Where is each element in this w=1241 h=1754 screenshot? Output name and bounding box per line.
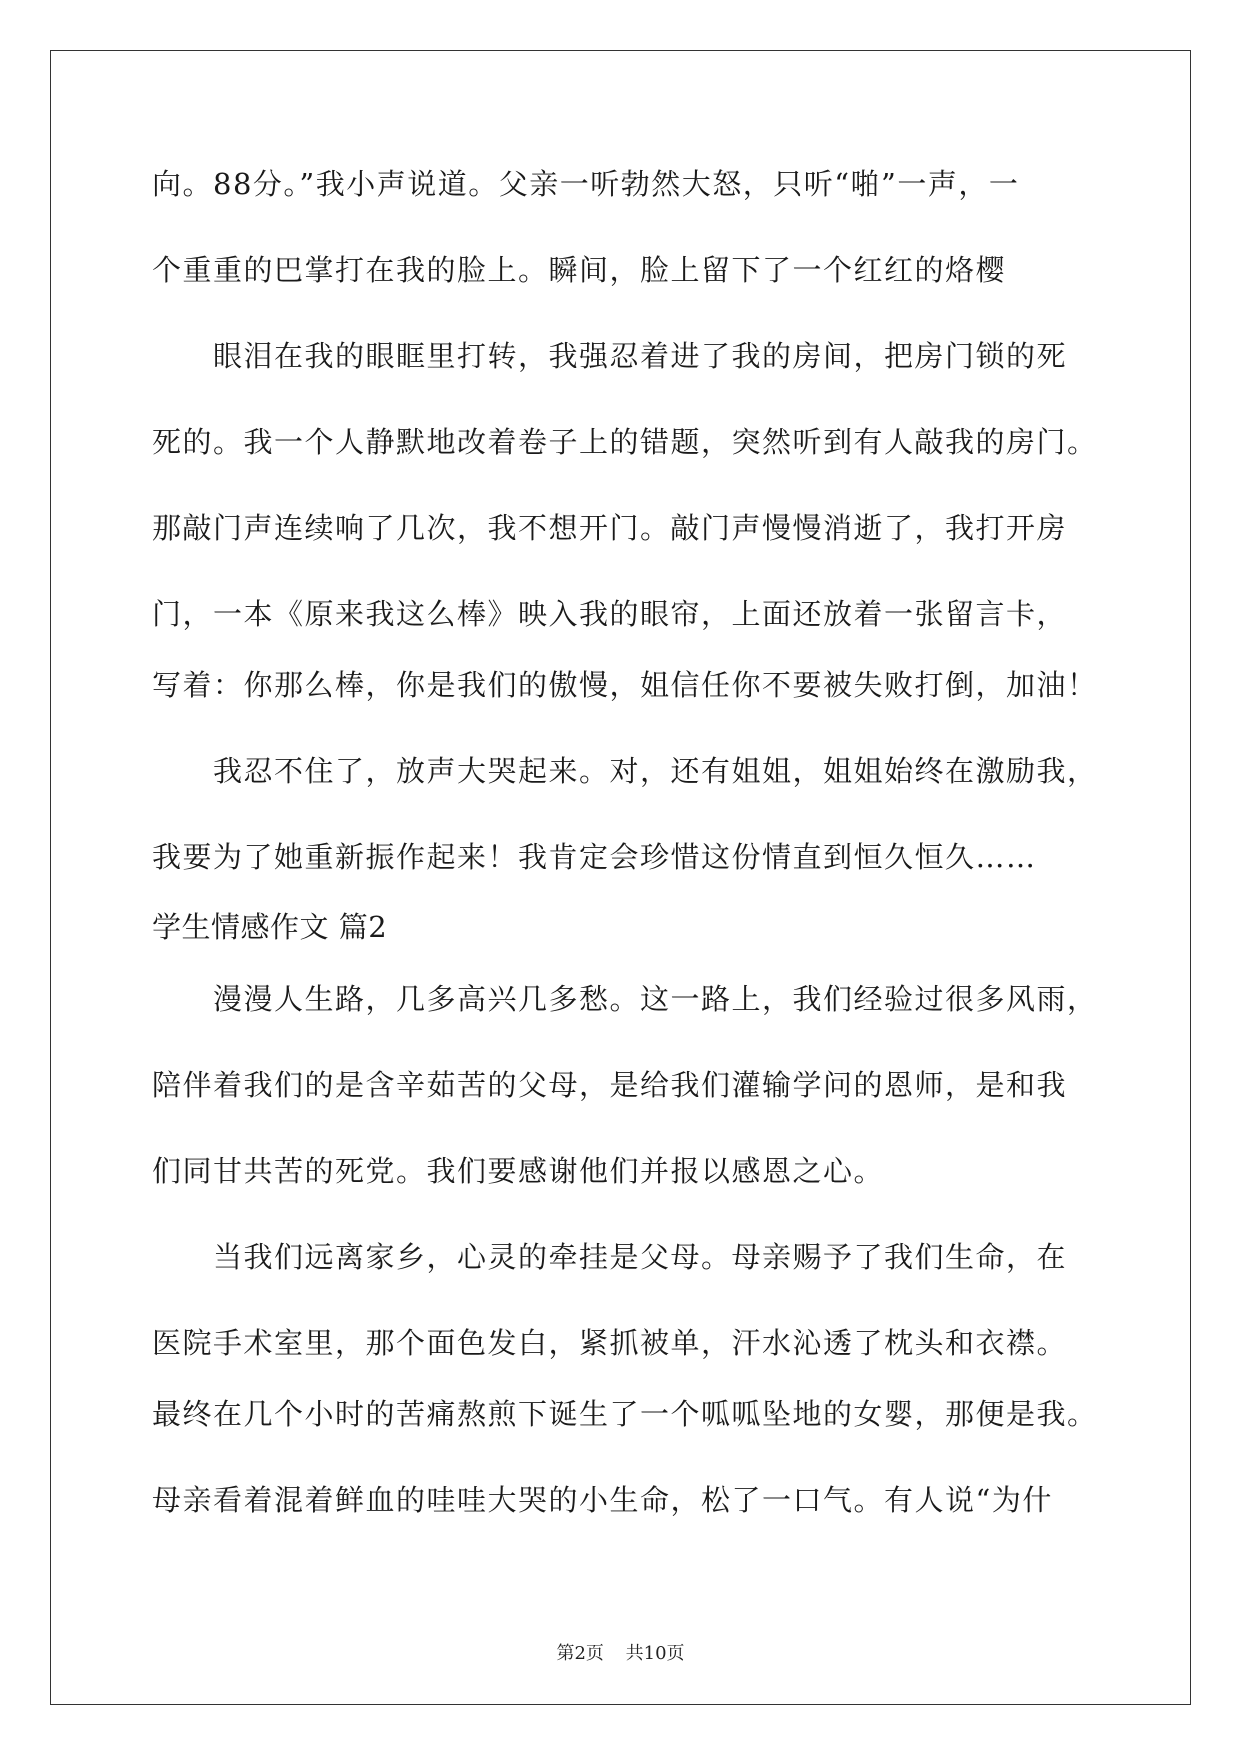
text-line: 死的。我一个人静默地改着卷子上的错题，突然听到有人敲我的房门。 <box>152 425 1098 459</box>
text-line: 当我们远离家乡，心灵的牵挂是父母。母亲赐予了我们生命，在 <box>152 1240 1068 1274</box>
text-line: 陪伴着我们的是含辛茹苦的父母，是给我们灌输学问的恩师，是和我 <box>152 1068 1068 1102</box>
text-line: 漫漫人生路，几多高兴几多愁。这一路上，我们经验过很多风雨， <box>152 982 1098 1016</box>
text-line: 我忍不住了，放声大哭起来。对，还有姐姐，姐姐始终在激励我， <box>152 754 1098 788</box>
text-line: 那敲门声连续响了几次，我不想开门。敲门声慢慢消逝了，我打开房 <box>152 511 1068 545</box>
text-line: 母亲看着混着鲜血的哇哇大哭的小生命，松了一口气。有人说“为什 <box>152 1483 1053 1517</box>
text-line: 医院手术室里，那个面色发白，紧抓被单，汗水沁透了枕头和衣襟。 <box>152 1326 1068 1360</box>
text-line: 写着：你那么棒，你是我们的傲慢，姐信任你不要被失败打倒，加油！ <box>152 668 1098 702</box>
page-number: 第2页 <box>556 1643 604 1664</box>
text-line: 们同甘共苦的死党。我们要感谢他们并报以感恩之心。 <box>152 1154 885 1188</box>
text-line: 门，一本《原来我这么棒》映入我的眼帘，上面还放着一张留言卡， <box>152 597 1068 631</box>
section-heading: 学生情感作文 篇2 <box>152 910 388 944</box>
text-line: 个重重的巴掌打在我的脸上。瞬间，脸上留下了一个红红的烙樱 <box>152 253 1007 287</box>
page-border <box>50 50 1191 1705</box>
page-footer <box>0 1639 1241 1665</box>
text-line: 向。88分。”我小声说道。父亲一听勃然大怒，只听“啪”一声，一 <box>152 167 1020 201</box>
text-line: 眼泪在我的眼眶里打转，我强忍着进了我的房间，把房门锁的死 <box>152 339 1068 373</box>
text-line: 最终在几个小时的苦痛熬煎下诞生了一个呱呱坠地的女婴，那便是我。 <box>152 1397 1098 1431</box>
text-line: 我要为了她重新振作起来！我肯定会珍惜这份情直到恒久恒久…… <box>152 840 1037 874</box>
page-total: 共10页 <box>625 1643 685 1664</box>
